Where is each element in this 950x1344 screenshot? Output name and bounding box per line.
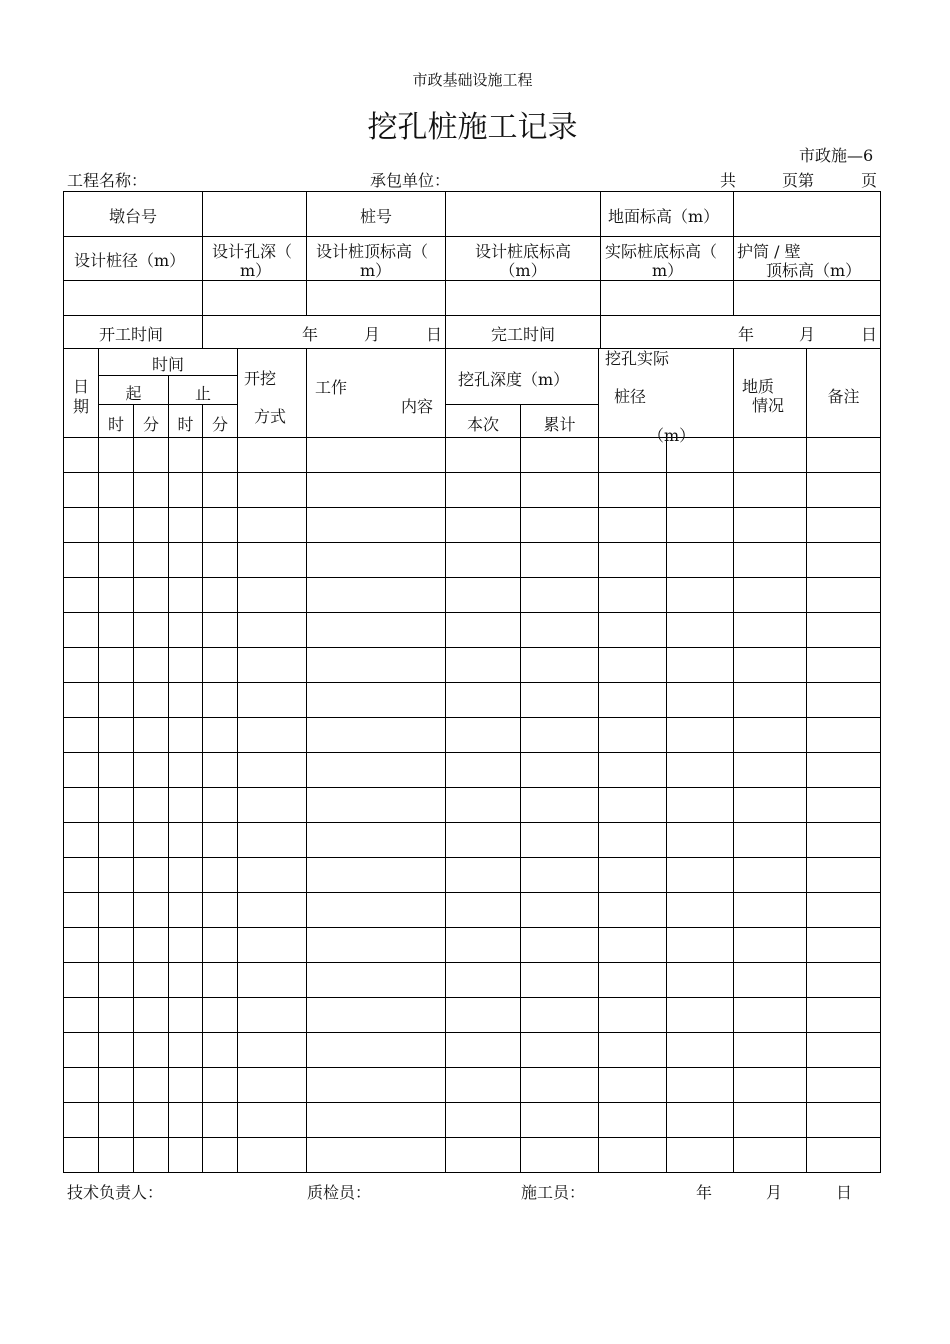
finish-month: 月 [799, 325, 816, 344]
dig-method-label-line1: 开挖 [244, 369, 277, 388]
start-label: 起 [125, 384, 142, 403]
start-time-label: 开工时间 [99, 325, 164, 344]
work-content-label-line1: 工作 [315, 378, 348, 397]
date-label-line2: 期 [72, 397, 89, 416]
start-year: 年 [302, 325, 319, 344]
footer-month: 月 [766, 1183, 783, 1202]
pile-number-label: 桩号 [359, 207, 392, 226]
contractor-label: 承包单位： [370, 171, 451, 190]
pier-number-label: 墩台号 [108, 207, 157, 226]
stop-minute-label: 分 [211, 415, 228, 434]
this-time-label: 本次 [466, 415, 499, 434]
work-content-label-line2: 内容 [401, 397, 434, 416]
actual-diameter-label-line3: （m） [648, 426, 696, 445]
cumulative-label: 累计 [543, 415, 576, 434]
top-elevation-label-line1: 设计桩顶标高（ [316, 242, 429, 261]
project-name-label: 工程名称： [67, 171, 148, 190]
geology-label-line2: 情况 [752, 396, 785, 415]
date-label-line1: 日 [72, 377, 89, 396]
finish-year: 年 [738, 325, 755, 344]
actual-bottom-label-line1: 实际桩底标高（ [605, 242, 718, 261]
start-day: 日 [426, 325, 443, 344]
stop-hour-label: 时 [177, 415, 194, 434]
design-depth-label-line2: m） [240, 261, 272, 280]
stop-label: 止 [194, 384, 211, 403]
finish-day: 日 [861, 325, 878, 344]
worker-label: 施工员： [521, 1183, 586, 1202]
casing-label-line1: 护筒 / 壁 [737, 242, 801, 261]
form-code: 市政施—6 [799, 146, 874, 165]
remarks-label: 备注 [827, 387, 860, 406]
start-month: 月 [364, 325, 381, 344]
page-suffix: 页 [861, 171, 878, 190]
actual-diameter-label-line2: 桩径 [614, 387, 647, 406]
actual-bottom-label-line2: m） [652, 261, 684, 280]
actual-diameter-label-line1: 挖孔实际 [605, 349, 670, 368]
bottom-elevation-label-line1: 设计桩底标高 [474, 242, 571, 261]
finish-time-label: 完工时间 [490, 325, 555, 344]
dig-depth-label: 挖孔深度（m） [458, 370, 570, 389]
inspector-label: 质检员： [307, 1183, 372, 1202]
page-title: 挖孔桩施工记录 [367, 110, 578, 145]
footer-day: 日 [836, 1183, 853, 1202]
bottom-elevation-label-line2: （m） [499, 261, 547, 280]
ground-elevation-label: 地面标高（m） [608, 207, 720, 226]
start-hour-label: 时 [107, 415, 124, 434]
dig-method-label-line2: 方式 [254, 407, 287, 426]
design-diameter-label: 设计桩径（m） [74, 251, 186, 270]
time-label: 时间 [151, 355, 184, 374]
supertitle: 市政基础设施工程 [412, 71, 533, 89]
geology-label-line1: 地质 [742, 377, 775, 396]
top-elevation-label-line2: m） [360, 261, 392, 280]
start-minute-label: 分 [142, 415, 159, 434]
casing-label-line2: 顶标高（m） [766, 261, 862, 280]
total-pages-label: 共 [720, 171, 737, 190]
footer-year: 年 [696, 1183, 713, 1202]
tech-lead-label: 技术负责人： [67, 1183, 164, 1202]
page-number-label: 页第 [782, 171, 815, 190]
design-depth-label-line1: 设计孔深（ [212, 242, 293, 261]
